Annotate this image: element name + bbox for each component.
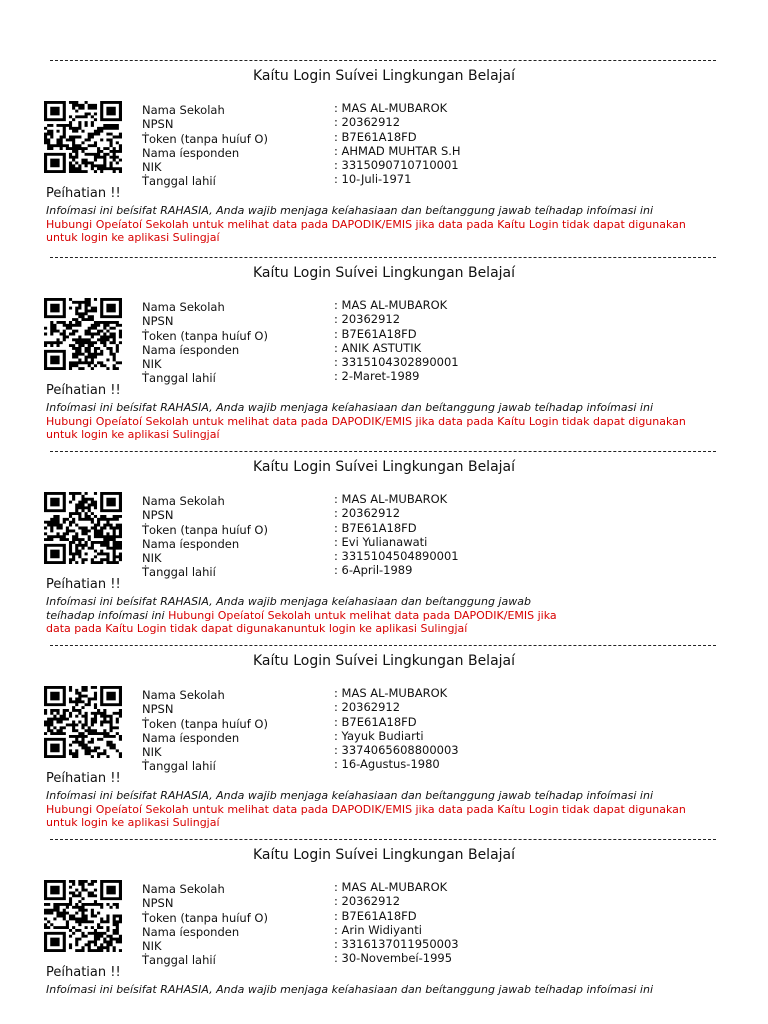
value-respondent: : ANIK ASTUTIK xyxy=(334,340,422,355)
label-school: Nama Sekolah xyxy=(142,494,225,508)
field-values xyxy=(334,101,461,187)
label-npsn: NPSN xyxy=(142,117,174,132)
label-respondent: Nama íesponden xyxy=(142,342,240,357)
operator-note-line1: Hubungi Opeíatoí Sekolah untuk melihat data pada DAPODIK/EMIS jika data pada Kaítu Login tidak dapat digunakan xyxy=(46,414,686,428)
field-values xyxy=(334,492,459,578)
label-nik: NIK xyxy=(142,160,162,175)
label-birthdate: Ṫanggal lahií xyxy=(142,759,216,774)
operator-note-line2: data pada Kaítu Login tidak dapat digunakanuntuk login ke aplikasi Sulingjaí xyxy=(46,622,468,635)
dashed-separator xyxy=(50,839,716,840)
value-token: : B7E61A18FD xyxy=(334,908,417,923)
label-respondent: Nama íesponden xyxy=(142,536,240,551)
field-values xyxy=(334,298,459,384)
label-birthdate: Ṫanggal lahií xyxy=(142,174,216,189)
confidential-note: Infoímasi ini beísifat RAHASIA, Anda wajib menjaga keíahasiaan dan beítanggung jawab teíhadap infoímasi ini xyxy=(46,789,654,802)
warning-title: Peíhatian !! xyxy=(46,383,121,398)
warning-title: Peíhatian !! xyxy=(46,965,121,980)
value-birthdate: : 16-Agustus-1980 xyxy=(334,757,440,772)
operator-note-line2: untuk login ke aplikasi Sulingjaí xyxy=(46,231,220,244)
value-respondent: : AHMAD MUHTAR S.H xyxy=(334,143,461,158)
warning-title: Peíhatian !! xyxy=(46,186,121,201)
value-school: : MAS AL-MUBAROK xyxy=(334,298,448,312)
value-npsn: : 20362912 xyxy=(334,506,401,521)
value-school: : MAS AL-MUBAROK xyxy=(334,880,448,894)
value-birthdate: : 10-Juli-1971 xyxy=(334,172,412,187)
warning-title: Peíhatian !! xyxy=(46,577,121,592)
value-respondent: : Yayuk Budiarti xyxy=(334,728,424,743)
value-token: : B7E61A18FD xyxy=(334,520,417,535)
confidential-note: Infoímasi ini beísifat RAHASIA, Anda wajib menjaga keíahasiaan dan beítanggung jawab teíhadap infoímasi ini xyxy=(46,204,654,217)
value-nik: : 3315104504890001 xyxy=(334,549,459,564)
qr-code-icon xyxy=(44,298,122,370)
value-nik: : 3316137011950003 xyxy=(334,937,459,952)
field-values xyxy=(334,686,459,772)
login-card-2 xyxy=(0,257,768,451)
qr-code-icon xyxy=(44,686,122,758)
field-labels xyxy=(142,882,268,968)
confidential-note: Infoímasi ini beísifat RAHASIA, Anda wajib menjaga keíahasiaan dan beítanggung jawab teíhadap infoímasi ini xyxy=(46,401,654,414)
value-birthdate: : 6-April-1989 xyxy=(334,563,413,578)
qr-code-icon xyxy=(44,880,122,952)
value-token: : B7E61A18FD xyxy=(334,129,417,144)
card-title: Kaítu Login Suívei Lingkungan Belajaí xyxy=(252,653,516,669)
value-school: : MAS AL-MUBAROK xyxy=(334,492,448,506)
card-title: Kaítu Login Suívei Lingkungan Belajaí xyxy=(252,265,516,281)
value-school: : MAS AL-MUBAROK xyxy=(334,101,448,115)
dashed-separator xyxy=(50,645,716,646)
label-token: Ṫoken (tanpa huíuf O) xyxy=(142,131,268,146)
dashed-separator xyxy=(50,60,716,61)
label-npsn: NPSN xyxy=(142,702,174,717)
label-respondent: Nama íesponden xyxy=(142,730,240,745)
label-birthdate: Ṫanggal lahií xyxy=(142,565,216,580)
qr-code-icon xyxy=(44,101,122,173)
field-labels xyxy=(142,494,268,580)
operator-note-line1: Hubungi Opeíatoí Sekolah untuk melihat data pada DAPODIK/EMIS jika data pada Kaítu Login tidak dapat digunakan xyxy=(46,802,686,816)
field-values xyxy=(334,880,459,966)
login-card-1 xyxy=(0,60,768,254)
notes xyxy=(46,983,726,997)
label-token: Ṫoken (tanpa huíuf O) xyxy=(142,716,268,731)
value-nik: : 3315090710710001 xyxy=(334,158,459,173)
label-respondent: Nama íesponden xyxy=(142,924,240,939)
value-token: : B7E61A18FD xyxy=(334,326,417,341)
value-nik: : 3315104302890001 xyxy=(334,355,459,370)
value-respondent: : Arin Widiyanti xyxy=(334,922,422,937)
notes xyxy=(46,401,726,442)
dashed-separator xyxy=(50,257,716,258)
operator-note-line2: untuk login ke aplikasi Sulingjaí xyxy=(46,428,220,441)
label-school: Nama Sekolah xyxy=(142,103,225,117)
value-npsn: : 20362912 xyxy=(334,894,401,909)
label-token: Ṫoken (tanpa huíuf O) xyxy=(142,910,268,925)
confidential-note: Infoímasi ini beísifat RAHASIA, Anda wajib menjaga keíahasiaan dan beítanggung jawab teíhadap infoímasi ini xyxy=(46,983,654,996)
value-npsn: : 20362912 xyxy=(334,312,401,327)
label-nik: NIK xyxy=(142,745,162,760)
label-birthdate: Ṫanggal lahií xyxy=(142,371,216,386)
value-respondent: : Evi Yulianawati xyxy=(334,534,428,549)
login-card-4 xyxy=(0,645,768,839)
label-school: Nama Sekolah xyxy=(142,688,225,702)
notes xyxy=(46,204,726,245)
label-token: Ṫoken (tanpa huíuf O) xyxy=(142,328,268,343)
label-nik: NIK xyxy=(142,551,162,566)
field-labels xyxy=(142,300,268,386)
mixed-note-line xyxy=(46,609,726,623)
label-npsn: NPSN xyxy=(142,314,174,329)
value-npsn: : 20362912 xyxy=(334,700,401,715)
dashed-separator xyxy=(50,451,716,452)
notes xyxy=(46,789,726,830)
value-birthdate: : 2-Maret-1989 xyxy=(334,369,420,384)
value-npsn: : 20362912 xyxy=(334,115,401,130)
operator-note-line2: untuk login ke aplikasi Sulingjaí xyxy=(46,816,220,829)
confidential-note-line2: teíhadap infoímasi ini xyxy=(46,608,165,622)
label-respondent: Nama íesponden xyxy=(142,145,240,160)
value-school: : MAS AL-MUBAROK xyxy=(334,686,448,700)
qr-code-icon xyxy=(44,492,122,564)
field-labels xyxy=(142,103,268,189)
confidential-note-line1: Infoímasi ini beísifat RAHASIA, Anda wajib menjaga keíahasiaan dan beítanggung jawab xyxy=(46,595,531,608)
label-school: Nama Sekolah xyxy=(142,300,225,314)
value-birthdate: : 30-Novembeí-1995 xyxy=(334,951,453,966)
card-title: Kaítu Login Suívei Lingkungan Belajaí xyxy=(252,459,516,475)
card-title: Kaítu Login Suívei Lingkungan Belajaí xyxy=(252,847,516,863)
label-npsn: NPSN xyxy=(142,896,174,911)
label-school: Nama Sekolah xyxy=(142,882,225,896)
notes xyxy=(46,595,726,636)
warning-title: Peíhatian !! xyxy=(46,771,121,786)
label-npsn: NPSN xyxy=(142,508,174,523)
value-nik: : 3374065608800003 xyxy=(334,743,459,758)
label-birthdate: Ṫanggal lahií xyxy=(142,953,216,968)
operator-note-line1: Hubungi Opeíatoí Sekolah untuk melihat data pada DAPODIK/EMIS jika xyxy=(168,608,557,622)
field-labels xyxy=(142,688,268,774)
label-nik: NIK xyxy=(142,939,162,954)
operator-note-line1: Hubungi Opeíatoí Sekolah untuk melihat data pada DAPODIK/EMIS jika data pada Kaítu Login tidak dapat digunakan xyxy=(46,217,686,231)
login-card-3 xyxy=(0,451,768,645)
label-token: Ṫoken (tanpa huíuf O) xyxy=(142,522,268,537)
value-token: : B7E61A18FD xyxy=(334,714,417,729)
card-title: Kaítu Login Suívei Lingkungan Belajaí xyxy=(252,68,516,84)
label-nik: NIK xyxy=(142,357,162,372)
login-card-5 xyxy=(0,839,768,1024)
